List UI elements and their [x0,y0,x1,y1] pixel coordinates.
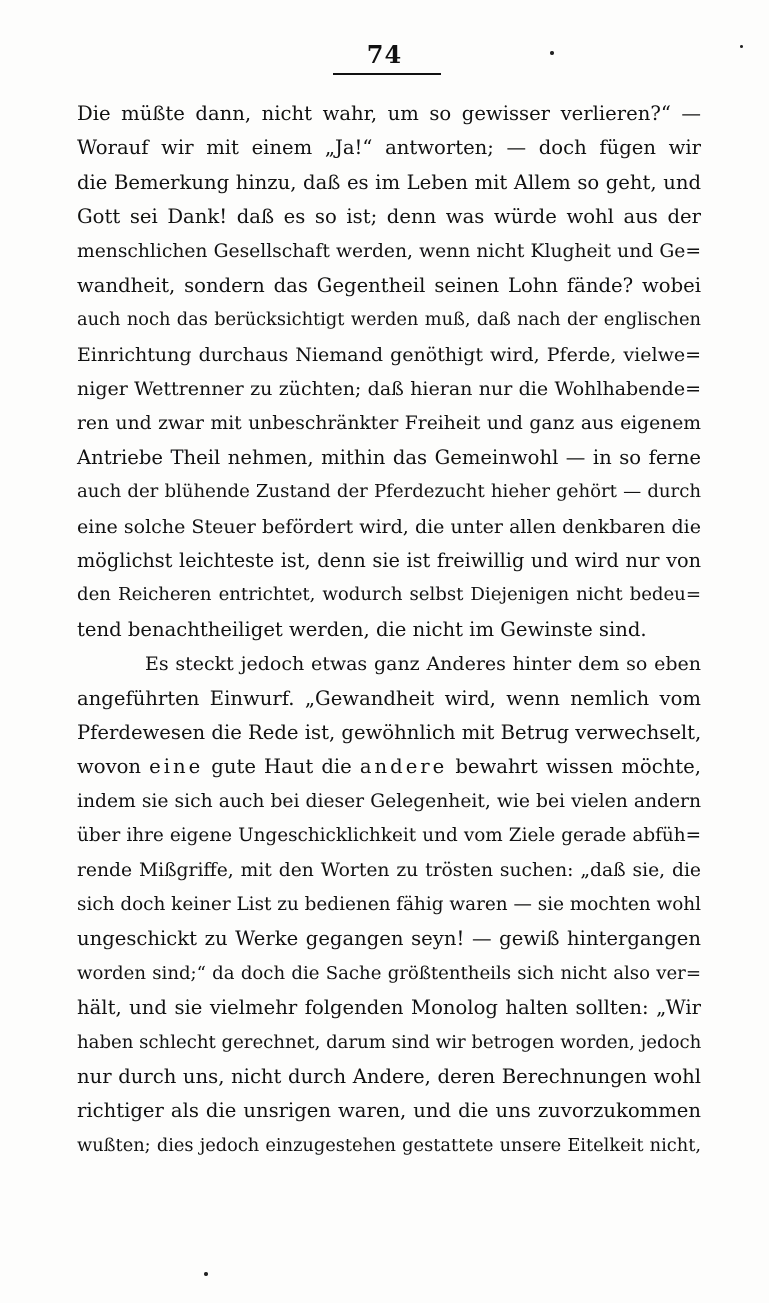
text-segment: wovon [77,755,150,779]
print-speck [550,51,554,55]
text-line: menschlichen Gesellschaft werden, wenn nicht Klugheit und Ge= [77,240,701,262]
text-line: Es steckt jedoch etwas ganz Anderes hinter dem so eben [145,653,701,676]
text-line: auch noch das berücksichtigt werden muß, daß nach der englischen [77,309,701,331]
print-speck [204,1272,208,1276]
text-line: wußten; dies jedoch einzugestehen gestattete unsere Eitelkeit nicht, [77,1134,701,1156]
text-line: eine solche Steuer befördert wird, die unter allen denkbaren die [77,515,701,538]
text-line: ren und zwar mit unbeschränkter Freiheit und ganz aus eigenem [77,412,701,434]
text-line: wandheit, sondern das Gegentheil seinen Lohn fände? wobei [77,273,701,297]
spaced-emphasis: eine [149,755,204,779]
text-line: nur durch uns, nicht durch Andere, deren Berechnungen wohl [77,1064,701,1088]
text-line: haben schlecht gerechnet, darum sind wir betrogen worden, jedoch [77,1031,702,1053]
header-rule [333,73,441,75]
page-number: 74 [366,40,403,69]
paragraph [77,97,701,647]
text-line: ungeschickt zu Werke gegangen seyn! — gewiß hintergangen [77,927,701,951]
text-line: möglichst leichteste ist, denn sie ist freiwillig und wird nur von [77,549,701,573]
paragraph [77,647,701,1163]
text-line: Antriebe Theil nehmen, mithin das Gemeinwohl — in so ferne [77,445,701,469]
text-line: Pferdewesen die Rede ist, gewöhnlich mit Betrug verwechselt, [77,721,702,745]
text-line: niger Wettrenner zu züchten; daß hieran nur die Wohlhabende= [77,378,701,401]
text-line: auch der blühende Zustand der Pferdezucht hieher gehört — durch [77,481,701,503]
text-line: Gott sei Dank! daß es so ist; denn was würde wohl aus der [77,205,701,229]
text-line: Die müßte dann, nicht wahr, um so gewisser verlieren?“ — [77,102,701,125]
text-line: indem sie sich auch bei dieser Gelegenheit, wie bei vielen andern [77,790,701,812]
text-line-spaced-emphasis [77,750,701,784]
print-speck [740,45,743,48]
text-segment: gute Haut die [203,755,360,779]
text-line: Worauf wir mit einem „Ja!“ antworten; — doch fügen wir [77,136,701,160]
text-segment: bewahrt wissen möchte, [447,755,701,779]
text-line: rende Mißgriffe, mit den Worten zu trösten suchen: „daß sie, die [77,859,701,881]
text-line: Einrichtung durchaus Niemand genöthigt wird, Pferde, vielwe= [77,343,701,366]
text-line: worden sind;“ da doch die Sache größtentheils sich nicht also ver= [77,962,701,984]
text-line: richtiger als die unsrigen waren, und die uns zuvorzukommen [77,1099,701,1123]
body-text [77,97,701,1163]
text-line: angeführten Einwurf. „Gewandheit wird, wenn nemlich vom [77,686,701,710]
spaced-emphasis: andere [359,755,448,779]
text-line: über ihre eigene Ungeschicklichkeit und vom Ziele gerade abfüh= [77,825,701,847]
text-line: den Reicheren entrichtet, wodurch selbst Diejenigen nicht bedeu= [77,584,701,606]
text-line: tend benachtheiliget werden, die nicht im Gewinste sind. [77,617,647,641]
text-line: hält, und sie vielmehr folgenden Monolog halten sollten: „Wir [77,996,701,1020]
text-line: sich doch keiner List zu bedienen fähig waren — sie mochten wohl [77,893,701,915]
text-line: die Bemerkung hinzu, daß es im Leben mit Allem so geht, und [77,170,701,194]
